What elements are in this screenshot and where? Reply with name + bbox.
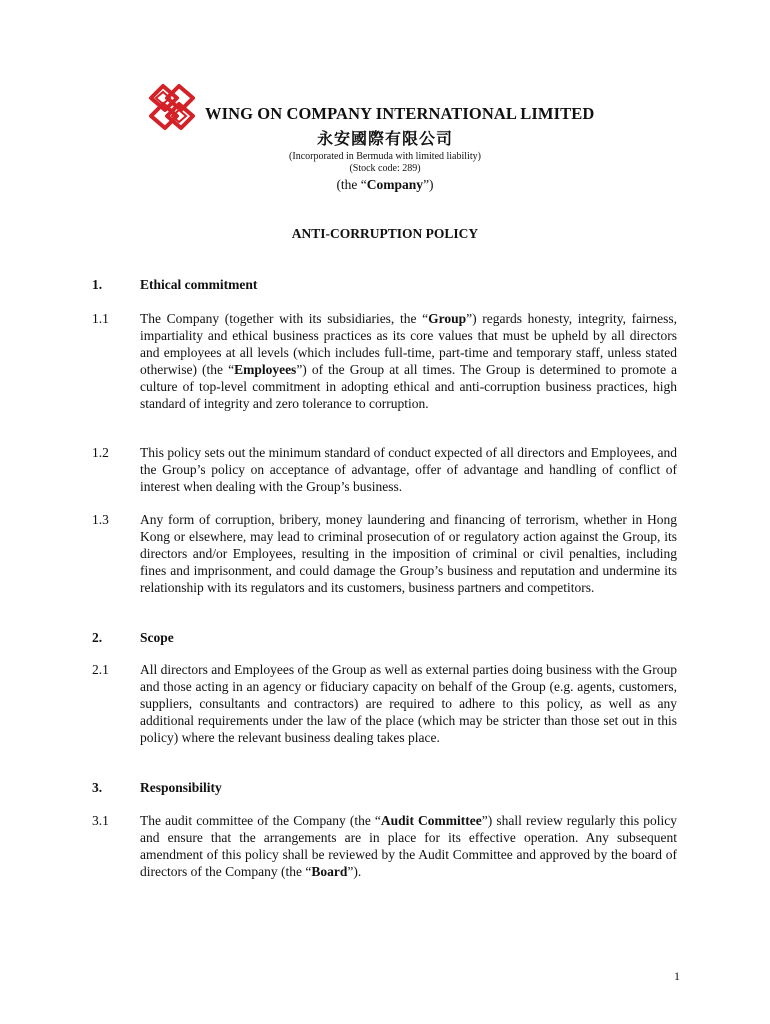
clause-number: 1.3 [92, 512, 109, 527]
section-heading-scope: Scope [140, 630, 174, 645]
stock-code: (Stock code: 289) [349, 163, 421, 174]
section-heading-responsibility: Responsibility [140, 780, 222, 795]
section-heading-ethical-commitment: Ethical commitment [140, 277, 258, 292]
section-number: 3. [92, 780, 103, 795]
clause-1-1: The Company (together with its subsidiaries, the “Group”) regards honesty, integrity, fairness, impartiality and ethical business practices as its core values that must be upheld by all directors and employees at all levels (which includes full-time, part-time and temporary staff, unless stated otherwise) (the “Employees”) of the Group at all times. The Group is determined to promote a culture of top-level commitment in adopting ethical and anti-corruption business practices, high standard of integrity and zero tolerance to corruption. [140, 311, 677, 411]
policy-title: ANTI-CORRUPTION POLICY [291, 226, 479, 241]
company-alias: (the “Company”) [336, 177, 434, 192]
clause-3-1: The audit committee of the Company (the “Audit Committee”) shall review regularly this policy and ensure that the arrangements are in place for its effective operation. Any subsequent amendment of this policy shall be reviewed by the Audit Committee and approved by the board of directors of the Company (the “Board”). [140, 813, 677, 879]
clause-2-1: All directors and Employees of the Group as well as external parties doing business with the Group and those acting in an agency or fiduciary capacity on behalf of the Group (e.g. agents, customers, suppliers, consultants and contractors) are required to adhere to this policy, as well as any additional requirements under the law of the place (which may be stricter than those set out in this policy) where the relevant business dealing takes place. [140, 662, 677, 745]
company-chinese-name: 永安國際有限公司 [316, 129, 453, 148]
clause-number: 1.2 [92, 445, 109, 460]
clause-1-2: This policy sets out the minimum standard of conduct expected of all directors and Employees, and the Group’s policy on acceptance of advantage, offer of advantage and handling of conflict of interest when dealing with the Group’s business. [140, 445, 677, 494]
clause-number: 2.1 [92, 662, 109, 677]
clause-number: 1.1 [92, 311, 109, 326]
incorporation-note: (Incorporated in Bermuda with limited liability) [289, 151, 481, 162]
section-number: 2. [92, 630, 103, 645]
section-number: 1. [92, 277, 103, 292]
clause-1-3: Any form of corruption, bribery, money laundering and financing of terrorism, whether in Hong Kong or elsewhere, may lead to criminal prosecution of or regulatory action against the Group, its directors and/or Employees, resulting in the imposition of criminal or civil penalties, including fines and imprisonment, and could damage the Group’s business and reputation and undermine its relationship with its regulators and its customers, business partners and competitors. [140, 512, 677, 595]
clause-number: 3.1 [92, 813, 109, 828]
page-number: 1 [674, 969, 680, 983]
company-name: WING ON COMPANY INTERNATIONAL LIMITED [205, 104, 595, 123]
